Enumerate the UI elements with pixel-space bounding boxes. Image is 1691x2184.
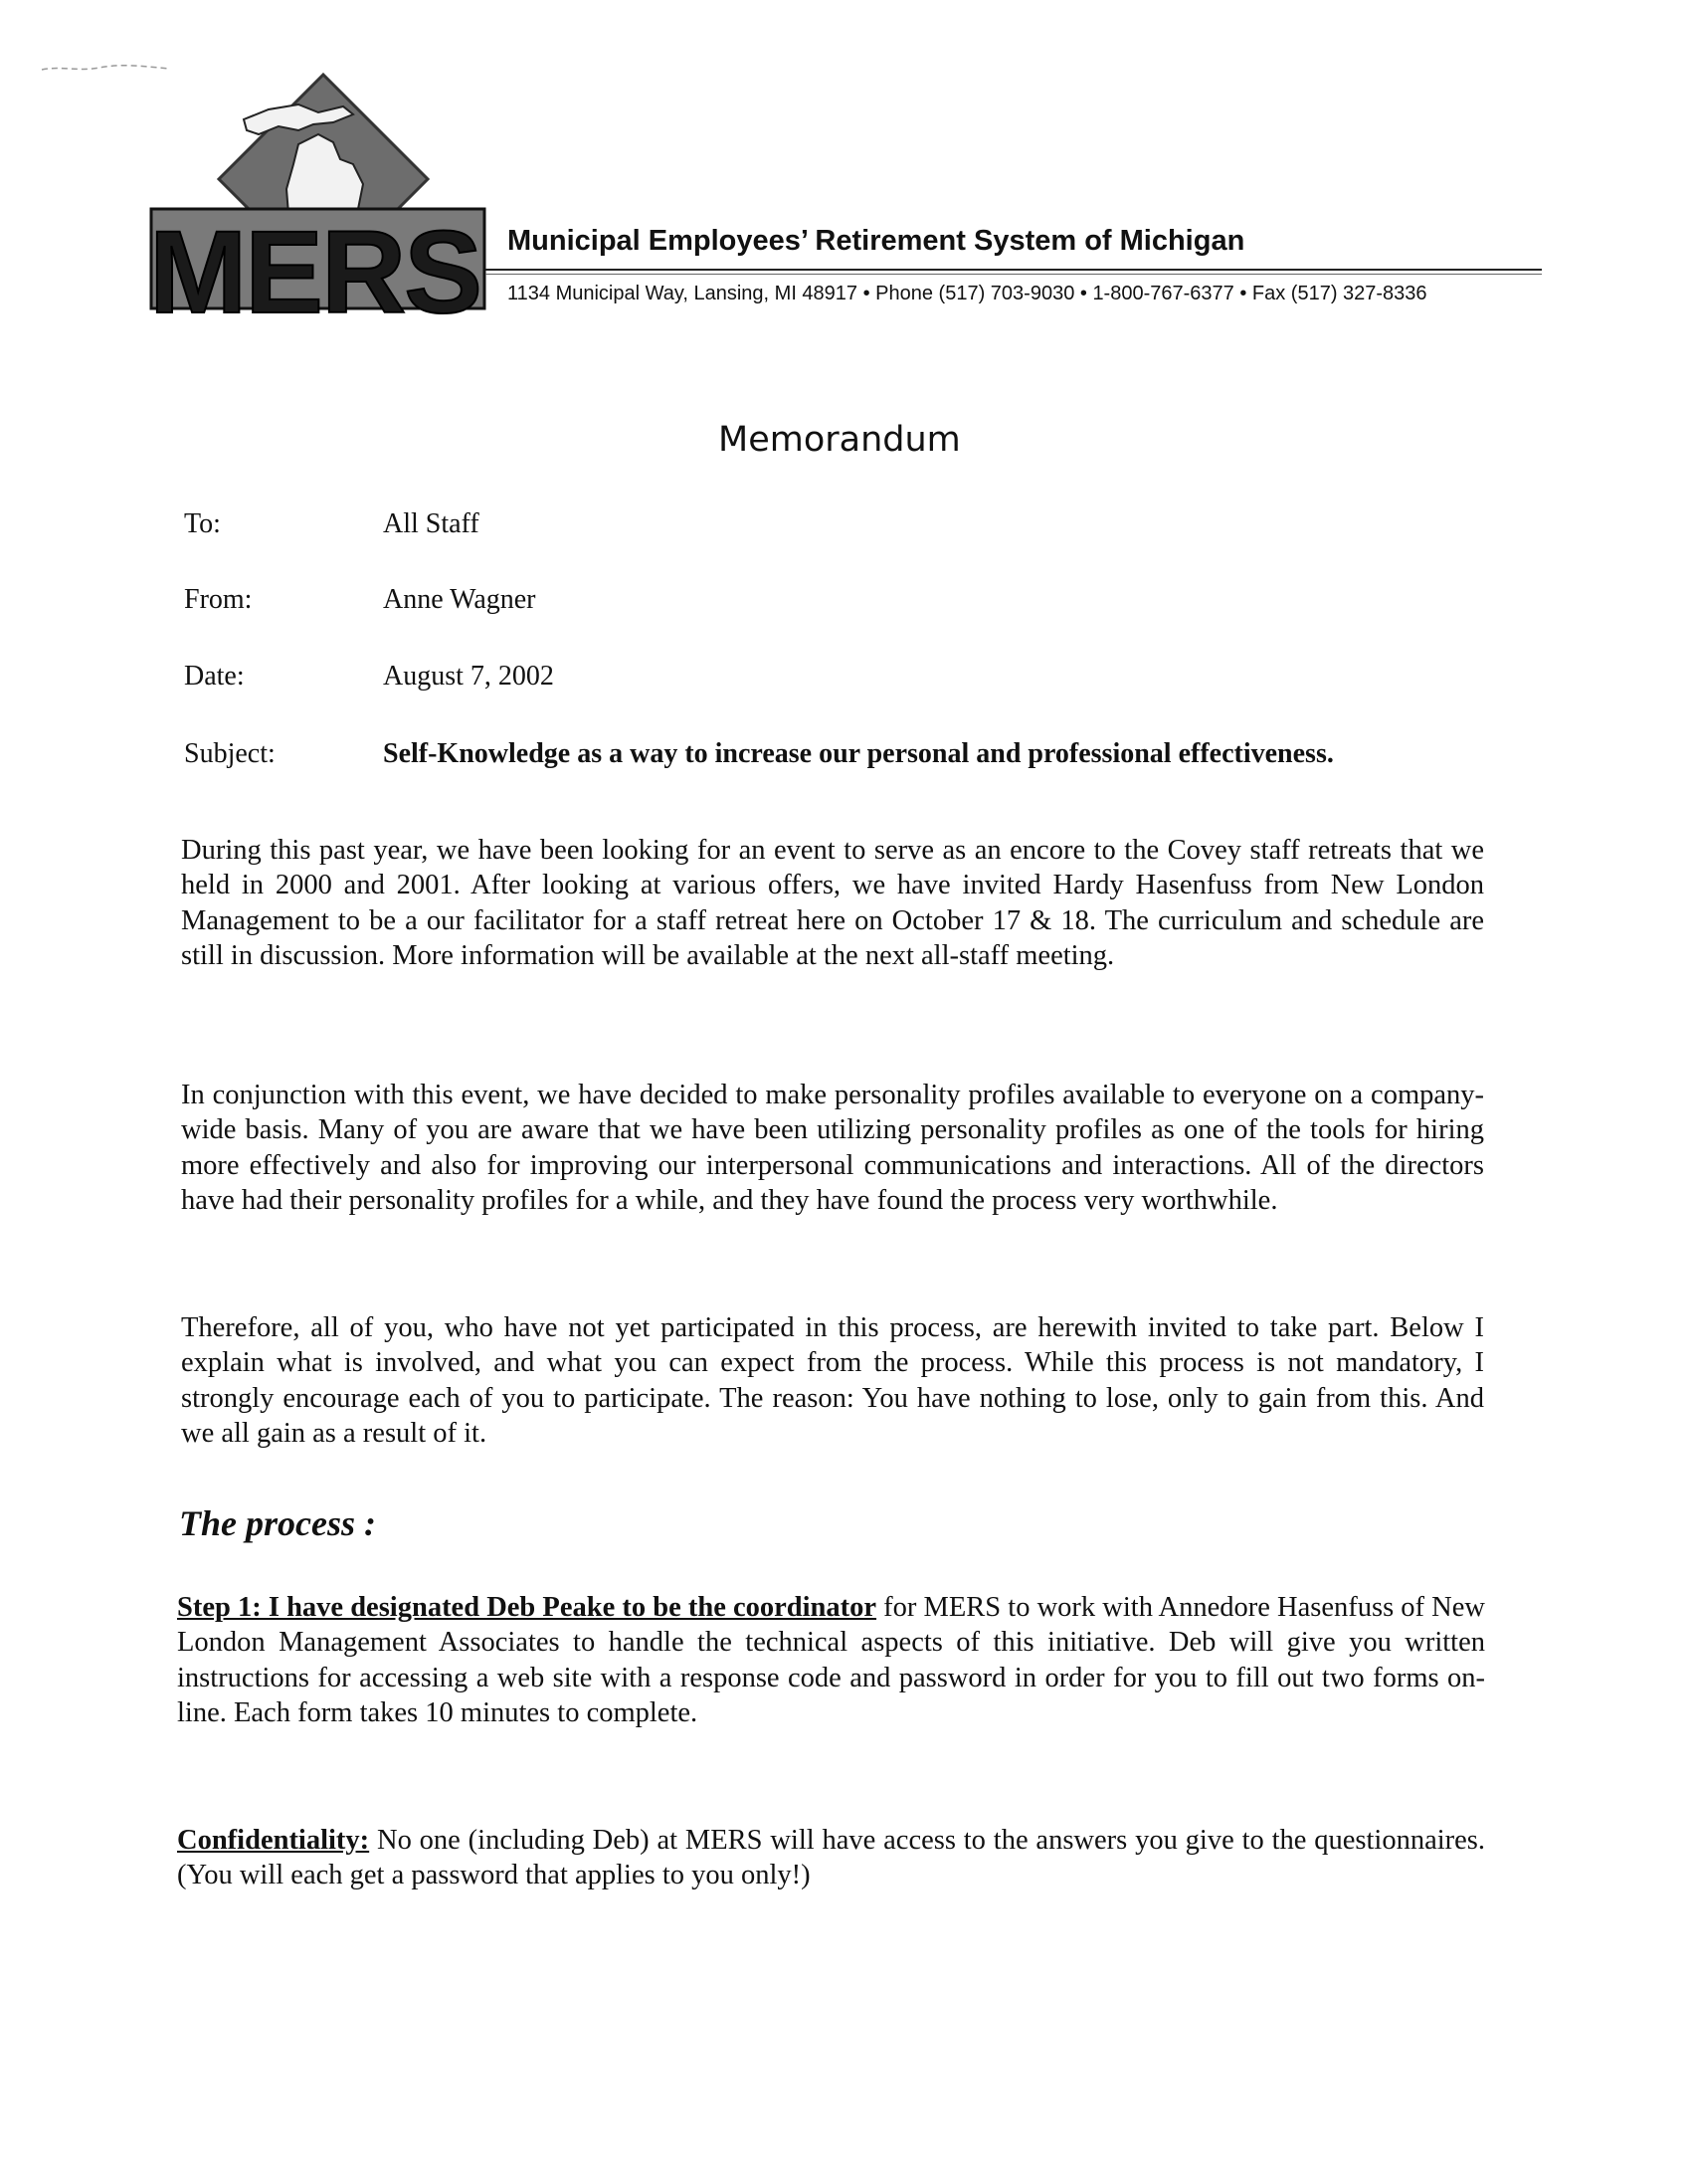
date-value: August 7, 2002 [383,661,554,692]
to-label: To: [184,508,221,539]
confidentiality-paragraph [177,1823,1485,1893]
confidentiality-text: No one (including Deb) at MERS will have access to the answers you give to the questionnaires. (You will each get a password that applies to you only!) [177,1825,1485,1891]
logo-text: MERS [149,207,480,338]
date-label: Date: [184,661,245,692]
letterhead-rule [485,269,1542,271]
process-heading: The process : [179,1503,376,1543]
from-value: Anne Wagner [383,584,536,615]
body-paragraph-3: Therefore, all of you, who have not yet participated in this process, are herewith invited to take part. Below I explain what is involved, and what you can expect from the process. While this process is not mandatory, I strongly encourage each of you to participate. The reason: You have nothing to lose, only to gain from this. And we all gain as a result of it. [181,1312,1484,1450]
from-label: From: [184,584,253,615]
step-1-text: for MERS to work with Annedore Hasenfuss of New London Management Associates to handle the technical aspects of this initiative. Deb will give you written instructions for accessing a web site with a response code and password in order for you to fill out two forms on-line. Each form takes 10 minutes to complete. [177,1592,1485,1729]
step-1-paragraph [177,1590,1485,1731]
step-1-label: Step 1: I have designated Deb Peake to be the coordinator [177,1592,877,1623]
body-paragraph-2: In conjunction with this event, we have decided to make personality profiles available to everyone on a company-wide basis. Many of you are aware that we have been utilizing personality profiles as one of the tools for hiring more effectively and also for improving our interpersonal communications and interactions. All of the directors have had their personality profiles for a while, and they have found the process very worthwhile. [181,1080,1484,1217]
subject-value: Self-Knowledge as a way to increase our personal and professional effectiveness. [383,738,1334,769]
mers-logo [149,65,487,338]
letterhead-rule-thin [485,274,1542,275]
body-paragraph-1: During this past year, we have been looking for an event to serve as an encore to the Covey staff retreats that we held in 2000 and 2001. After looking at various offers, we have invited Hardy Hasenfuss from New London Management to be a our facilitator for a staff retreat here on October 17 & 18. The curriculum and schedule are still in discussion. More information will be available at the next all-staff meeting. [181,835,1484,972]
to-value: All Staff [383,508,479,539]
organization-address: 1134 Municipal Way, Lansing, MI 48917 • Phone (517) 703-9030 • 1-800-767-6377 • Fax (517) 327-8336 [507,283,1427,304]
subject-label: Subject: [184,738,276,769]
organization-name: Municipal Employees’ Retirement System of Michigan [507,225,1245,257]
memo-title: Memorandum [718,420,961,460]
confidentiality-label: Confidentiality: [177,1825,370,1856]
